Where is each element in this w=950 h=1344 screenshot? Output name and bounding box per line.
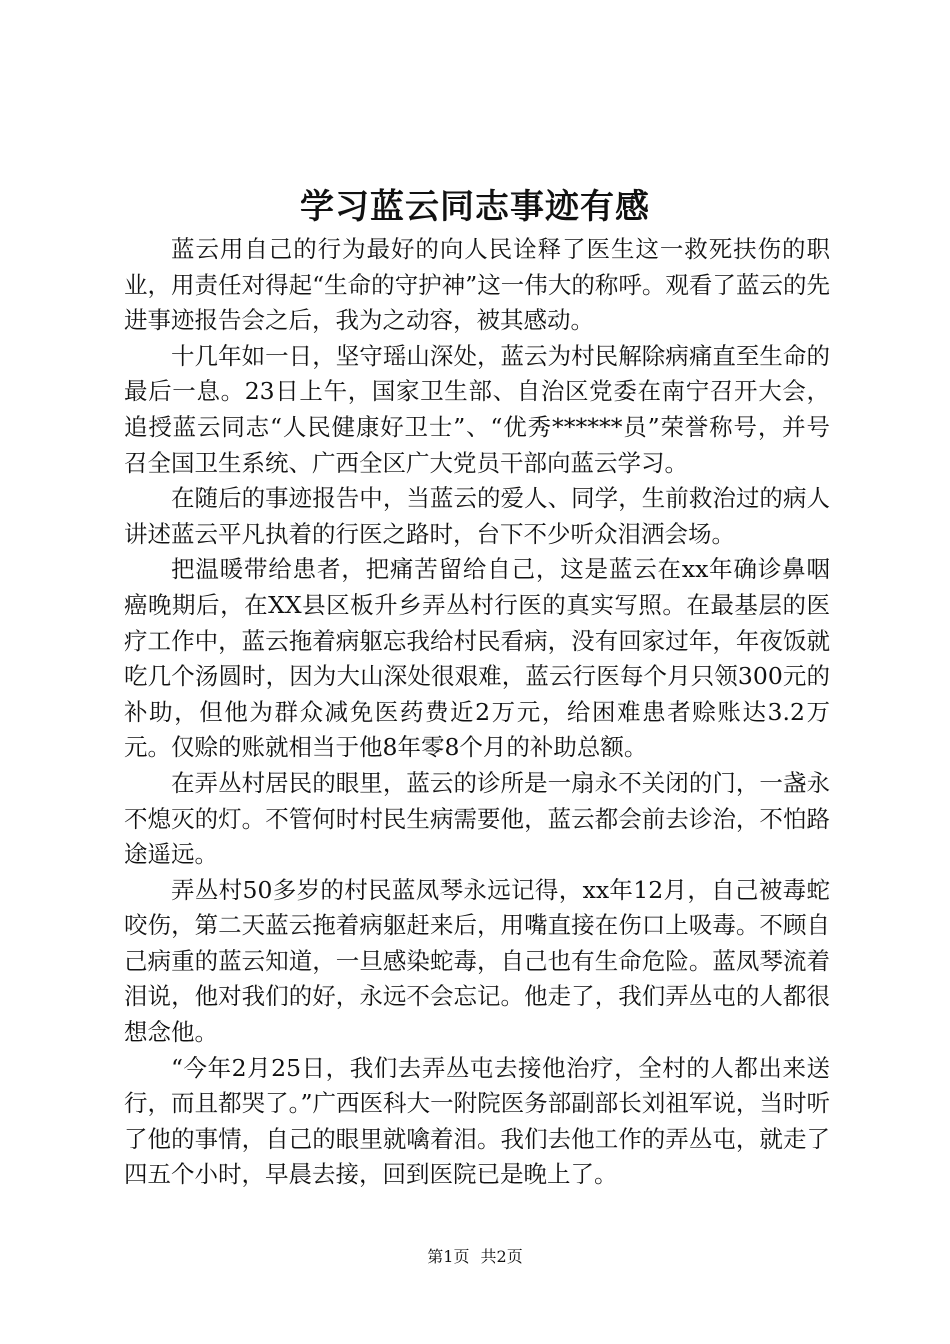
paragraph: 在弄丛村居民的眼里，蓝云的诊所是一扇永不关闭的门，一盏永不熄灭的灯。不管何时村民生病需要他，蓝云都会前去诊治，不怕路途遥远。 (124, 768, 830, 869)
page-total: 共2页 (480, 1247, 523, 1266)
paragraph: “今年2月25日，我们去弄丛屯去接他治疗，全村的人都出来送行，而且都哭了。”广西医科大一附院医务部副部长刘祖军说，当时听了他的事情，自己的眼里就噙着泪。我们去他工作的弄丛屯，就走了四五个小时，早晨去接，回到医院已是晚上了。 (124, 1053, 830, 1189)
page-footer (0, 1245, 950, 1269)
paragraph: 在随后的事迹报告中，当蓝云的爱人、同学，生前救治过的病人讲述蓝云平凡执着的行医之路时，台下不少听众泪洒会场。 (124, 484, 830, 548)
page-number: 第1页 (427, 1247, 470, 1266)
paragraph: 弄丛村50多岁的村民蓝凤琴永远记得，xx年12月，自己被毒蛇咬伤，第二天蓝云拖着病躯赶来后，用嘴直接在伤口上吸毒。不顾自己病重的蓝云知道，一旦感染蛇毒，自己也有生命危险。蓝凤琴流着泪说，他对我们的好，永远不会忘记。他走了，我们弄丛屯的人都很想念他。 (124, 875, 830, 1047)
paragraph: 十几年如一日，坚守瑶山深处，蓝云为村民解除病痛直至生命的最后一息。23日上午，国家卫生部、自治区党委在南宁召开大会，追授蓝云同志“人民健康好卫士”、“优秀******员”荣誉称号，并号召全国卫生系统、广西全区广大党员干部向蓝云学习。 (124, 341, 830, 477)
document-title: 学习蓝云同志事迹有感 (300, 187, 650, 227)
paragraph: 蓝云用自己的行为最好的向人民诠释了医生这一救死扶伤的职业，用责任对得起“生命的守护神”这一伟大的称呼。观看了蓝云的先进事迹报告会之后，我为之动容，被其感动。 (124, 235, 830, 335)
document-body (124, 232, 830, 1193)
paragraph: 把温暖带给患者，把痛苦留给自己，这是蓝云在xx年确诊鼻咽癌晚期后，在XX县区板升乡弄丛村行医的真实写照。在最基层的医疗工作中，蓝云拖着病躯忘我给村民看病，没有回家过年，年夜饭就吃几个汤圆时，因为大山深处很艰难，蓝云行医每个月只领300元的补助，但他为群众减免医药费近2万元，给困难患者赊账达3.2万元。仅赊的账就相当于他8年零8个月的补助总额。 (124, 555, 830, 762)
